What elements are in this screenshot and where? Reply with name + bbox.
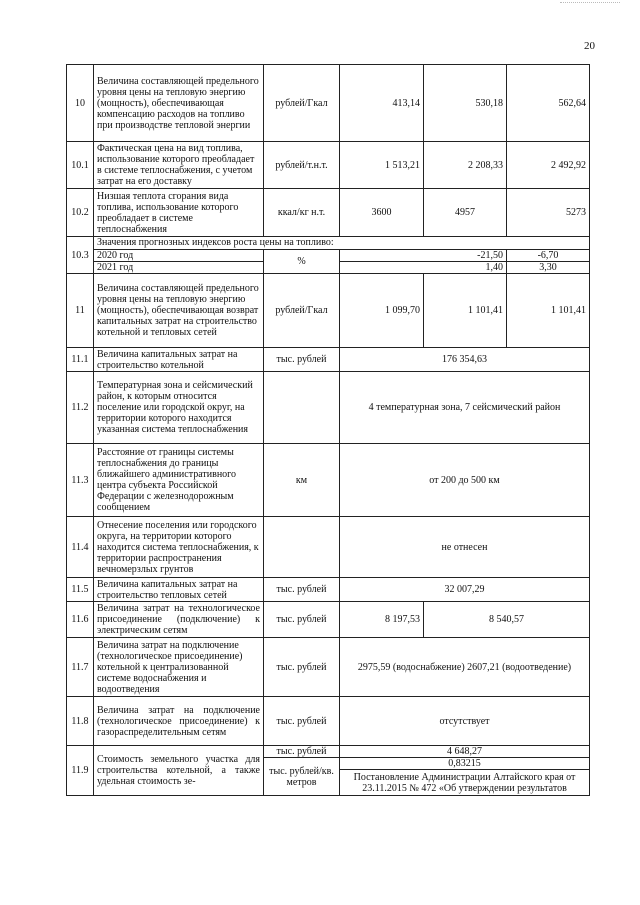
row-description: Величина затрат на технологическое присоединение (подключение) к электрическим сетям: [94, 602, 264, 638]
value-2020: 530,18: [424, 65, 507, 142]
row-description: Величина составляющей предельного уровня цены на тепловую энергию (мощность), обеспечивающая возврат капитальных затрат на строительство котельной и тепловых сетей: [94, 274, 264, 348]
row-description: Фактическая цена на вид топлива, использование которого преобладает в системе теплоснабжения, с учетом затрат на его доставку: [94, 142, 264, 189]
row-description: Температурная зона и сейсмический район, к которым относится поселение или городской округ, на территории которого находится указанная система теплоснабжения: [94, 372, 264, 444]
merged-value: 176 354,63: [340, 348, 590, 372]
table-row: [67, 578, 590, 602]
row-number: 11.7: [67, 638, 94, 697]
tariff-parameters-table: [66, 64, 590, 796]
table-row: [67, 142, 590, 189]
row-description: Величина составляющей предельного уровня цены на тепловую энергию (мощность), обеспечивающая компенсацию расходов на топливо при производстве тепловой энергии: [94, 65, 264, 142]
row-number: 11.4: [67, 517, 94, 578]
value-2021: 1 101,41: [507, 274, 590, 348]
value-2019: 8 197,53: [340, 602, 424, 638]
value-2020: 2 208,33: [424, 142, 507, 189]
land-plot-cost: 4 648,27: [340, 746, 590, 758]
row-number: 10.1: [67, 142, 94, 189]
value-2019: 1 513,21: [340, 142, 424, 189]
table-row: [67, 237, 590, 250]
row-unit: рублей/Гкал: [264, 274, 340, 348]
row-number: 10.3: [67, 237, 94, 274]
row-number: 10.2: [67, 189, 94, 237]
row-description: Низшая теплота сгорания вида топлива, использование которого преобладает в системе теплоснабжения: [94, 189, 264, 237]
table-row: [67, 274, 590, 348]
row-year-label: 2020 год: [94, 250, 264, 262]
row-number: 11.1: [67, 348, 94, 372]
merged-value: отсутствует: [340, 697, 590, 746]
row-unit: тыс. рублей/кв. метров: [264, 758, 340, 796]
row-description: Величина затрат на подключение (технологическое присоединение) котельной к централизованной системе водоснабжения и водоотведения: [94, 638, 264, 697]
merged-value: 32 007,29: [340, 578, 590, 602]
row-unit: [264, 372, 340, 444]
index-value-2: -6,70: [507, 250, 590, 262]
value-2021: 5273: [507, 189, 590, 237]
row-unit: тыс. рублей: [264, 638, 340, 697]
value-2021: 2 492,92: [507, 142, 590, 189]
table-row: [67, 517, 590, 578]
value-2020-2021: 8 540,57: [424, 602, 590, 638]
table-row: [67, 697, 590, 746]
row-number: 11.5: [67, 578, 94, 602]
value-2021: 562,64: [507, 65, 590, 142]
row-description: Расстояние от границы системы теплоснабжения до границы ближайшего административного центра субъекта Российской Федерации с железнодорожным сообщением: [94, 444, 264, 517]
row-unit: ккал/кг н.т.: [264, 189, 340, 237]
row-unit: тыс. рублей: [264, 602, 340, 638]
page-number: 20: [584, 40, 595, 52]
land-plot-source: Постановление Администрации Алтайского края от 23.11.2015 № 472 «Об утверждении результатов: [340, 770, 590, 796]
row-number: 11.9: [67, 746, 94, 796]
index-value-1: 1,40: [340, 262, 507, 274]
row-unit: тыс. рублей: [264, 578, 340, 602]
row-number: 11.8: [67, 697, 94, 746]
row-unit: %: [264, 250, 340, 274]
value-2020: 1 101,41: [424, 274, 507, 348]
value-2019: 3600: [340, 189, 424, 237]
row-number: 10: [67, 65, 94, 142]
row-unit: рублей/т.н.т.: [264, 142, 340, 189]
index-value-2: 3,30: [507, 262, 590, 274]
row-number: 11.2: [67, 372, 94, 444]
index-value-1: -21,50: [340, 250, 507, 262]
value-2020: 4957: [424, 189, 507, 237]
row-description: Стоимость земельного участка для строительства котельной, а также удельная стоимость зе-: [94, 746, 264, 796]
table-row: [67, 638, 590, 697]
table-row: [67, 189, 590, 237]
row-unit: км: [264, 444, 340, 517]
row-year-label: 2021 год: [94, 262, 264, 274]
row-unit: рублей/Гкал: [264, 65, 340, 142]
value-2019: 413,14: [340, 65, 424, 142]
row-unit: тыс. рублей: [264, 697, 340, 746]
table-row: [67, 348, 590, 372]
row-number: 11.3: [67, 444, 94, 517]
scan-artifact: [560, 2, 620, 5]
value-2019: 1 099,70: [340, 274, 424, 348]
table-row: [67, 746, 590, 758]
land-plot-unit-cost: 0,83215: [340, 758, 590, 770]
merged-value: 4 температурная зона, 7 сейсмический район: [340, 372, 590, 444]
row-number: 11.6: [67, 602, 94, 638]
row-description: Величина капитальных затрат на строительство котельной: [94, 348, 264, 372]
row-description: Отнесение поселения или городского округа, на территории которого находится система теплоснабжения, к территории распространения вечномерзлых грунтов: [94, 517, 264, 578]
row-number: 11: [67, 274, 94, 348]
row-unit: [264, 517, 340, 578]
row-description: Величина затрат на подключение (технологическое присоединение) к газораспределительным сетям: [94, 697, 264, 746]
table-row: [67, 372, 590, 444]
merged-value: от 200 до 500 км: [340, 444, 590, 517]
row-description: Величина капитальных затрат на строительство тепловых сетей: [94, 578, 264, 602]
merged-value: не отнесен: [340, 517, 590, 578]
row-description: Значения прогнозных индексов роста цены на топливо:: [94, 237, 590, 250]
table-row: [67, 444, 590, 517]
row-unit: тыс. рублей: [264, 348, 340, 372]
row-unit: тыс. рублей: [264, 746, 340, 758]
table-row: [67, 65, 590, 142]
merged-value: 2975,59 (водоснабжение) 2607,21 (водоотведение): [340, 638, 590, 697]
table-row: [67, 250, 590, 262]
table-row: [67, 602, 590, 638]
